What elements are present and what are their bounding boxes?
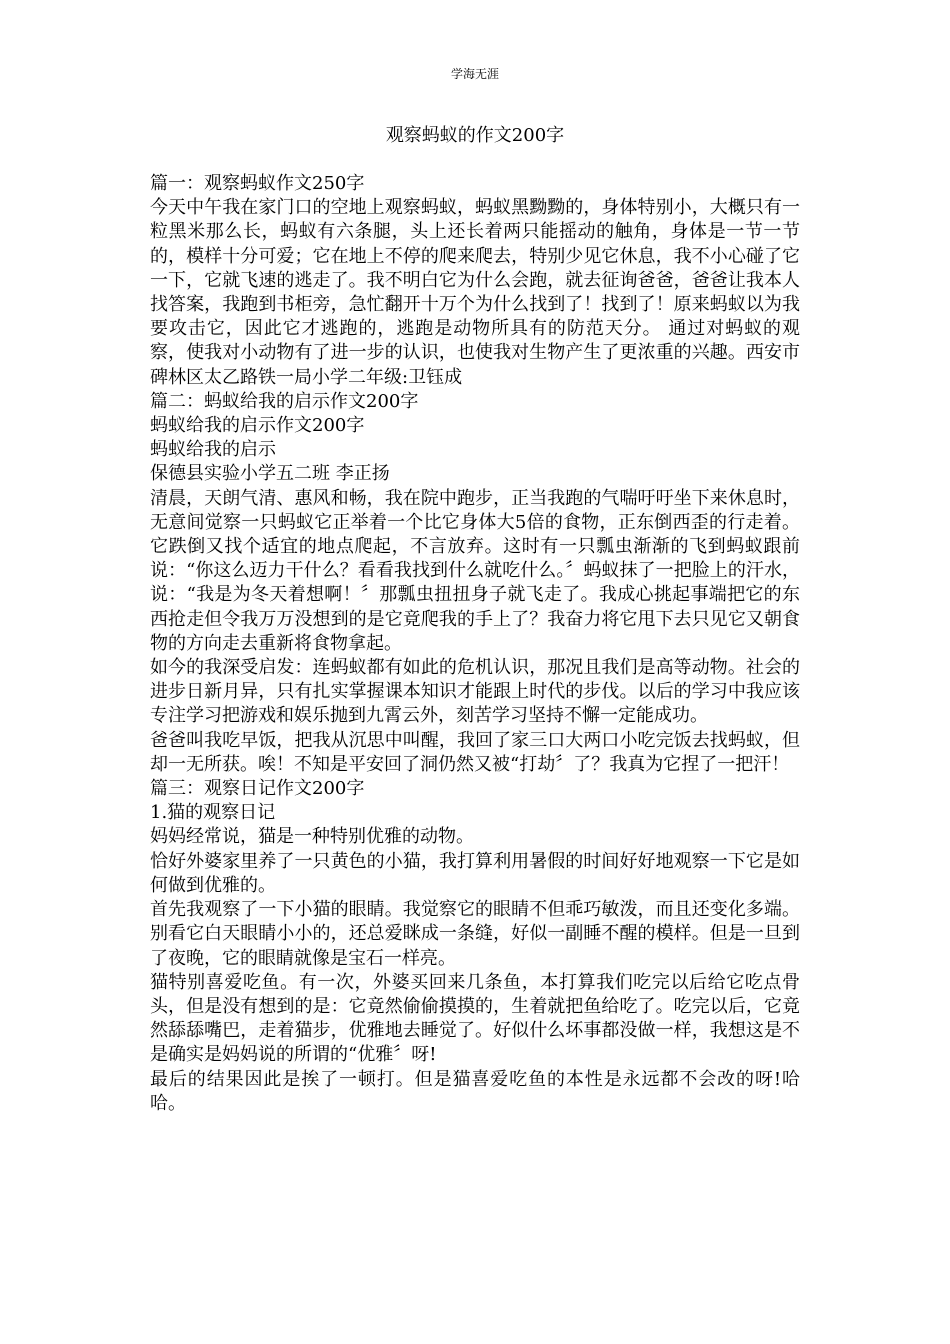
paragraph: 蚂蚁给我的启示作文200字 <box>150 415 365 437</box>
paragraph: 猫特别喜爱吃鱼。有一次，外婆买回来几条鱼，本打算我们吃完以后给它吃点骨头，但是没有想到的是：它竟然偷偷摸摸的，生着就把鱼给吃了。吃完以后，它竟然舔舔嘴巴，走着猫步，优雅地去睡觉了。好似什么坏事都没做一样，我想这是不是确实是妈妈说的所谓的“优雅〞呀! <box>150 971 800 1066</box>
paragraph: 恰好外婆家里养了一只黄色的小猫，我打算利用暑假的时间好好地观察一下它是如何做到优雅的。 <box>150 850 800 896</box>
paragraph: 最后的结果因此是挨了一顿打。但是猫喜爱吃鱼的本性是永远都不会改的呀!哈哈。 <box>150 1068 800 1114</box>
document-body <box>150 172 800 1116</box>
section-heading-2: 篇二：蚂蚁给我的启示作文200字 <box>150 390 419 412</box>
paragraph: 如今的我深受启发：连蚂蚁都有如此的危机认识，那况且我们是高等动物。社会的进步日新月异，只有扎实掌握课本知识才能跟上时代的步伐。以后的学习中我应该专注学习把游戏和娱乐抛到九霄云外，刻苦学习坚持不懈一定能成功。 <box>150 657 800 727</box>
paragraph: 蚂蚁给我的启示 <box>150 439 276 461</box>
paragraph: 爸爸叫我吃早饭，把我从沉思中叫醒，我回了家三口大两口小吃完饭去找蚂蚁，但却一无所获。唉！不知是平安回了洞仍然又被“打劫〞了？我真为它捏了一把汗！ <box>150 729 800 775</box>
subheading: 1.猫的观察日记 <box>150 802 276 824</box>
document-title: 观察蚂蚁的作文200字 <box>385 125 565 146</box>
section-heading-1: 篇一：观察蚂蚁作文250字 <box>150 173 365 194</box>
paragraph: 今天中午我在家门口的空地上观察蚂蚁，蚂蚁黑黝黝的，身体特别小，大概只有一粒黑米那么长，蚂蚁有六条腿，头上还长着两只能摇动的触角，身体是一节一节的，模样十分可爱；它在地上不停的爬来爬去，特别少见它休息，我不小心碰了它一下，它就飞速的逃走了。我不明白它为什么会跑，就去征询爸爸，爸爸让我本人找答案，我跑到书柜旁，急忙翻开十万个为什么找到了！找到了！原来蚂蚁以为我要攻击它，因此它才逃跑的，逃跑是动物所具有的防范天分。 通过对蚂蚁的观察，使我对小动物有了进一步的认识，也使我对生物产生了更浓重的兴趣。西安市碑林区太乙路铁一局小学二年级:卫钰成 <box>150 197 800 388</box>
page-header: 学海无涯 <box>450 67 499 81</box>
paragraph: 清晨，天朗气清、惠风和畅，我在院中跑步，正当我跑的气喘吁吁坐下来休息时，无意间觉察一只蚂蚁它正举着一个比它身体大5倍的食物，正东倒西歪的行走着。它跌倒又找个适宜的地点爬起，不言放弃。这时有一只瓢虫渐渐的飞到蚂蚁跟前说：“你这么迈力干什么？看看我找到什么就吃什么。〞蚂蚁抹了一把脸上的汗水，说：“我是为冬天着想啊！〞那瓢虫扭扭身子就飞走了。我成心挑起事端把它的东西抢走但令我万万没想到的是它竟爬我的手上了？我奋力将它甩下去只见它又朝食物的方向走去重新将食物拿起。 <box>150 487 800 654</box>
section-heading-3: 篇三：观察日记作文200字 <box>150 778 365 800</box>
author-line: 保德县实验小学五二班 李正扬 <box>150 463 390 485</box>
paragraph: 首先我观察了一下小猫的眼睛。我觉察它的眼睛不但乖巧敏泼，而且还变化多端。别看它白天眼睛小小的，还总爱眯成一条缝，好似一副睡不醒的模样。但是一旦到了夜晚，它的眼睛就像是宝石一样亮。 <box>150 899 800 969</box>
paragraph: 妈妈经常说，猫是一种特别优雅的动物。 <box>150 826 474 848</box>
